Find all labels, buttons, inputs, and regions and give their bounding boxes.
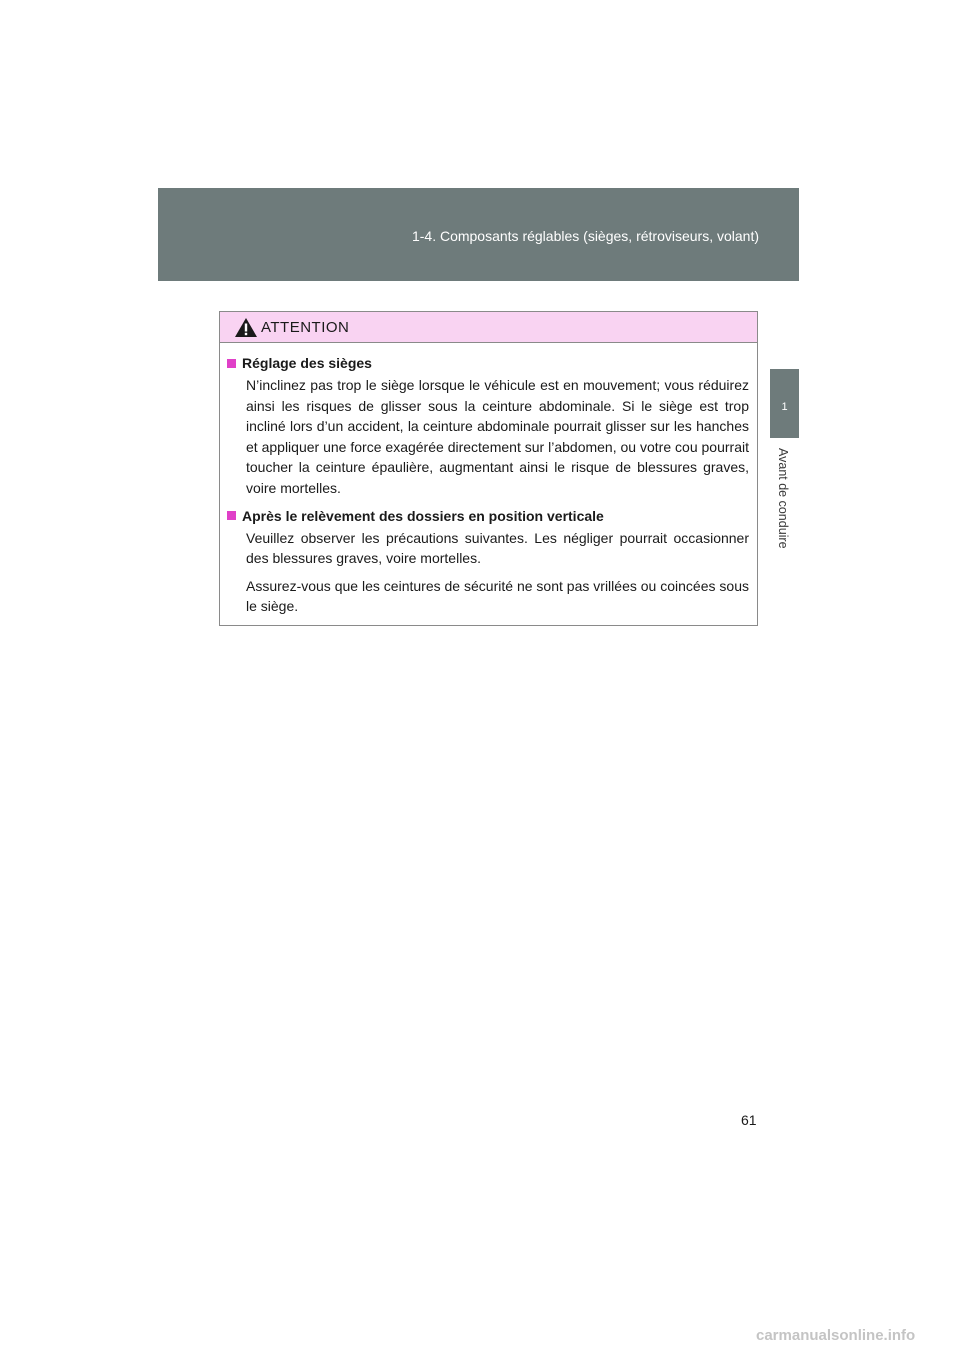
warning-box xyxy=(219,311,758,626)
paragraph: N’inclinez pas trop le siège lorsque le véhicule est en mouvement; vous réduirez ainsi les risques de glisser sous la ceinture abdominale. Si le siège est trop incliné lors d’un accident, la ceinture abdominale pourrait glisser sur les hanches et appliquer une force exagérée directement sur l’abdomen, ou votre cou pourrait toucher la ceinture épaulière, augmentant ainsi le risque de blessures graves, voire mortelles. xyxy=(246,377,749,496)
section-heading-upright-backrest xyxy=(227,506,749,526)
paragraph: Assurez-vous que les ceintures de sécurité ne sont pas vrillées ou coincées sous le siège. xyxy=(246,577,749,615)
chapter-header-band xyxy=(158,188,799,281)
chapter-side-label-text: Avant de conduire xyxy=(776,448,790,549)
chapter-title: 1-4. Composants réglables (sièges, rétroviseurs, volant) xyxy=(411,228,759,244)
page-number: 61 xyxy=(741,1112,757,1128)
chapter-number: 1 xyxy=(781,401,788,413)
watermark: carmanualsonline.info xyxy=(756,1327,916,1344)
section-heading-text: Réglage des sièges xyxy=(242,355,372,371)
warning-title: ATTENTION xyxy=(261,319,350,336)
warning-header xyxy=(220,312,757,343)
chapter-side-label xyxy=(776,448,794,568)
square-bullet-icon xyxy=(227,511,236,520)
warning-body xyxy=(220,343,757,617)
section-heading-seat-adjustment xyxy=(227,353,749,373)
paragraph: Veuillez observer les précautions suivantes. Les négliger pourrait occasionner des blessures graves, voire mortelles. xyxy=(246,529,749,567)
square-bullet-icon xyxy=(227,359,236,368)
warning-triangle-icon xyxy=(234,317,258,338)
section-heading-text: Après le relèvement des dossiers en position verticale xyxy=(242,507,604,524)
chapter-side-tab xyxy=(770,369,799,438)
